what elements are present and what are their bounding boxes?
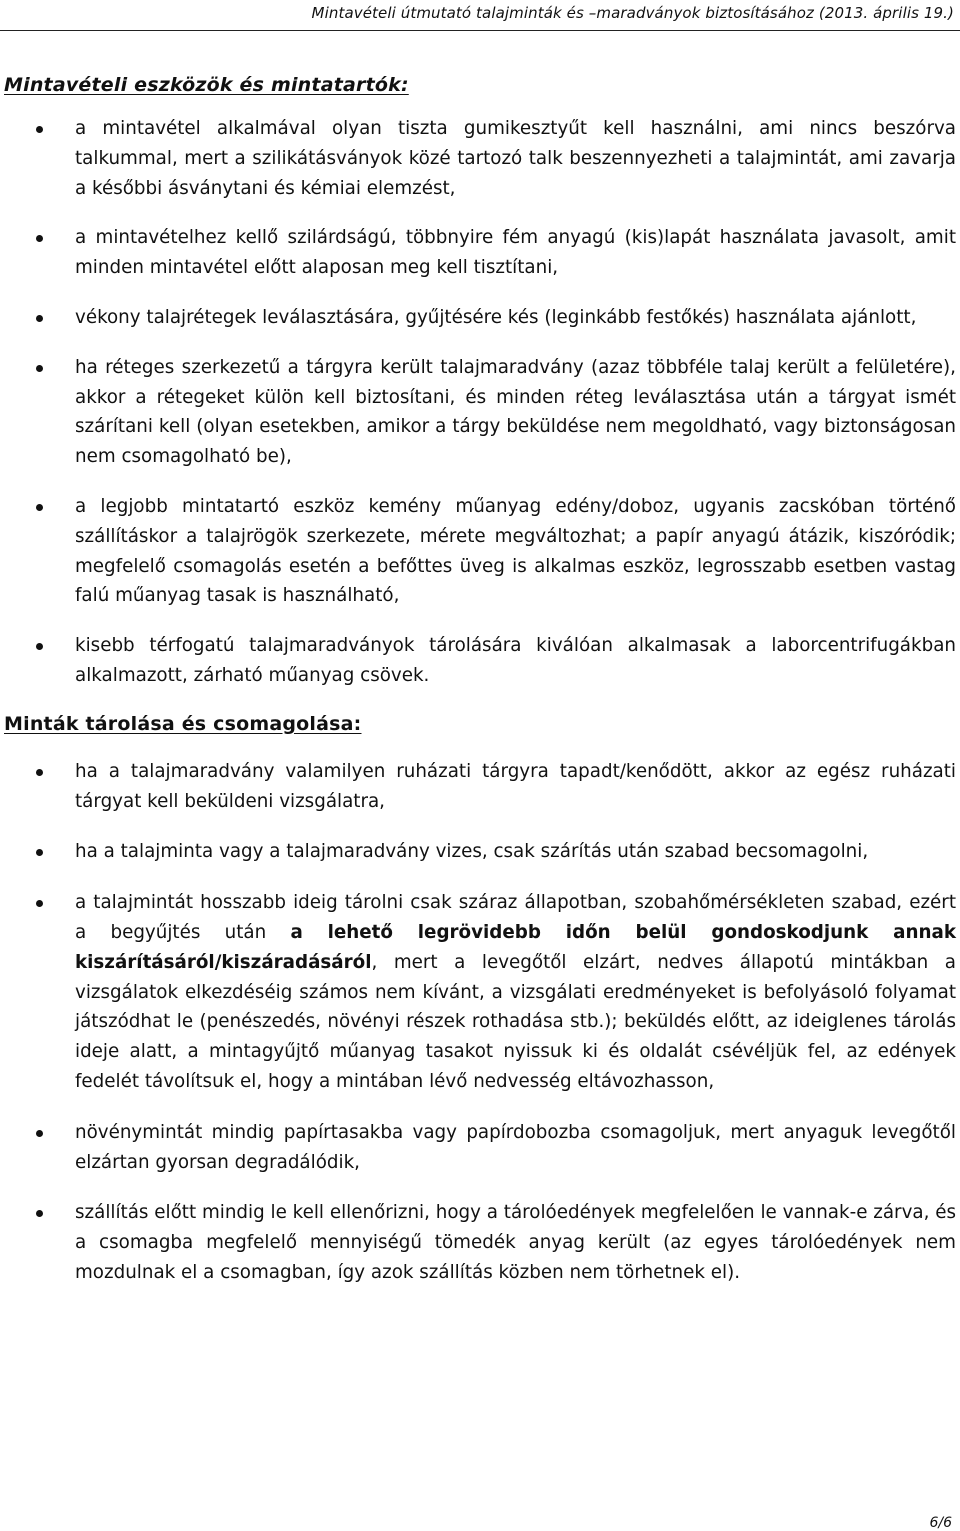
list-item <box>4 223 956 283</box>
section-title-tools: Mintavételi eszközök és mintatartók: <box>4 74 409 96</box>
list-item <box>4 353 956 472</box>
bullet-icon <box>36 849 43 856</box>
list-item-text: ha a talajminta vagy a talajmaradvány vizes, csak szárítás után szabad becsomagolni, <box>75 841 869 863</box>
section-title-storage: Minták tárolása és csomagolása: <box>4 712 362 735</box>
bullet-icon <box>36 315 43 322</box>
list-item <box>4 757 956 817</box>
bullet-icon <box>36 126 43 133</box>
list-item-text-bold: a lehető legrövidebb időn belül gondoskodjunk annak kiszárításáról/kiszáradásáról <box>75 921 957 973</box>
list-item-text: a legjobb mintatartó eszköz kemény műanyag edény/doboz, ugyanis zacskóban történő szállításkor a talajrögök szerkezete, mérete megváltozhat; a papír anyagú átázik, kiszóródik; megfelelő csomagolás esetén a befőttes üveg is alkalmas eszköz, legrosszabb esetben vastag falú műanyag tasak is használható, <box>75 495 956 607</box>
list-item <box>4 837 956 867</box>
list-item <box>4 492 956 611</box>
bullet-icon <box>36 365 43 372</box>
header-rule <box>0 30 960 31</box>
list-item-text: szállítás előtt mindig le kell ellenőrizni, hogy a tárolóedények megfelelően le vannak-e zárva, és a csomagba megfelelő mennyiségű tömedék anyag került (az egyes tárolóedények nem mozdulnak el a csomagban, így azok szállítás közben nem törhetnek el). <box>75 1202 956 1283</box>
bullet-icon <box>36 643 43 650</box>
list-item-text: kisebb térfogatú talajmaradványok tárolására kiválóan alkalmasak a laborcentrifugákban alkalmazott, zárható műanyag csövek. <box>75 635 956 686</box>
list-item <box>4 631 956 691</box>
bullet-icon <box>36 235 43 242</box>
list-item <box>4 1198 956 1287</box>
bullet-icon <box>36 769 43 776</box>
tools-list <box>4 114 956 691</box>
list-item <box>4 303 956 333</box>
list-item-text-post: , mert a levegőtől elzárt, nedves állapotú mintákban a vizsgálatok elkezdéséig számos nem kívánt, a vizsgálati eredményeket is befolyásoló folyamat játszódhat le (penészedés, növényi részek rothadása stb.); beküldés előtt, az ideiglenes tárolás ideje alatt, a mintagyűjtő műanyag tasakot nyissuk ki és oldalát csévéljük fel, az edények fedelét távolítsuk el, hogy a mintában lévő nedvesség eltávozhasson, <box>75 951 956 1092</box>
list-item-text: vékony talajrétegek leválasztására, gyűjtésére kés (leginkább festőkés) használata ajánlott, <box>75 306 917 328</box>
list-item-text: a mintavétel alkalmával olyan tiszta gumikesztyűt kell használni, ami nincs beszórva talkummal, mert a szilikátásványok közé tartozó talk beszennyezheti a talajmintát, ami zavarja a későbbi ásványtani és kémiai elemzést, <box>75 118 956 199</box>
list-item-text: növénymintát mindig papírtasakba vagy papírdobozba csomagoljuk, mert anyaguk levegőtől elzártan gyorsan degradálódik, <box>75 1121 956 1173</box>
list-item <box>4 888 956 1097</box>
storage-list <box>4 757 956 1288</box>
list-item-text-pre: a talajmintát hosszabb ideig tárolni csak száraz állapotban, szobahőmérsékleten szabad, ezért a begyűjtés után <box>75 892 956 943</box>
page-number: 6/6 <box>929 1515 952 1531</box>
running-header: Mintavételi útmutató talajminták és –maradványok biztosításához (2013. április 19.) <box>311 4 954 22</box>
list-item-text: ha a talajmaradvány valamilyen ruházati tárgyra tapadt/kenődött, akkor az egész ruházati tárgyat kell beküldeni vizsgálatra, <box>75 760 956 812</box>
list-item-text: a mintavételhez kellő szilárdságú, többnyire fém anyagú (kis)lapát használata javasolt, amit minden mintavétel előtt alaposan meg kell tisztítani, <box>75 227 956 279</box>
list-item <box>4 114 956 203</box>
bullet-icon <box>36 900 43 907</box>
document-body <box>4 70 956 1309</box>
bullet-icon <box>36 1210 43 1217</box>
bullet-icon <box>36 1130 43 1137</box>
list-item <box>4 1118 956 1178</box>
list-item-text: ha réteges szerkezetű a tárgyra került talajmaradvány (azaz többféle talaj került a felületére), akkor a rétegeket külön kell biztosítani, és minden réteg leválasztása után a tárgyat ismét szárítani kell (olyan esetekben, amikor a tárgy beküldése nem megoldható, vagy biztonságosan nem csomagolható be), <box>75 356 956 468</box>
bullet-icon <box>36 504 43 511</box>
